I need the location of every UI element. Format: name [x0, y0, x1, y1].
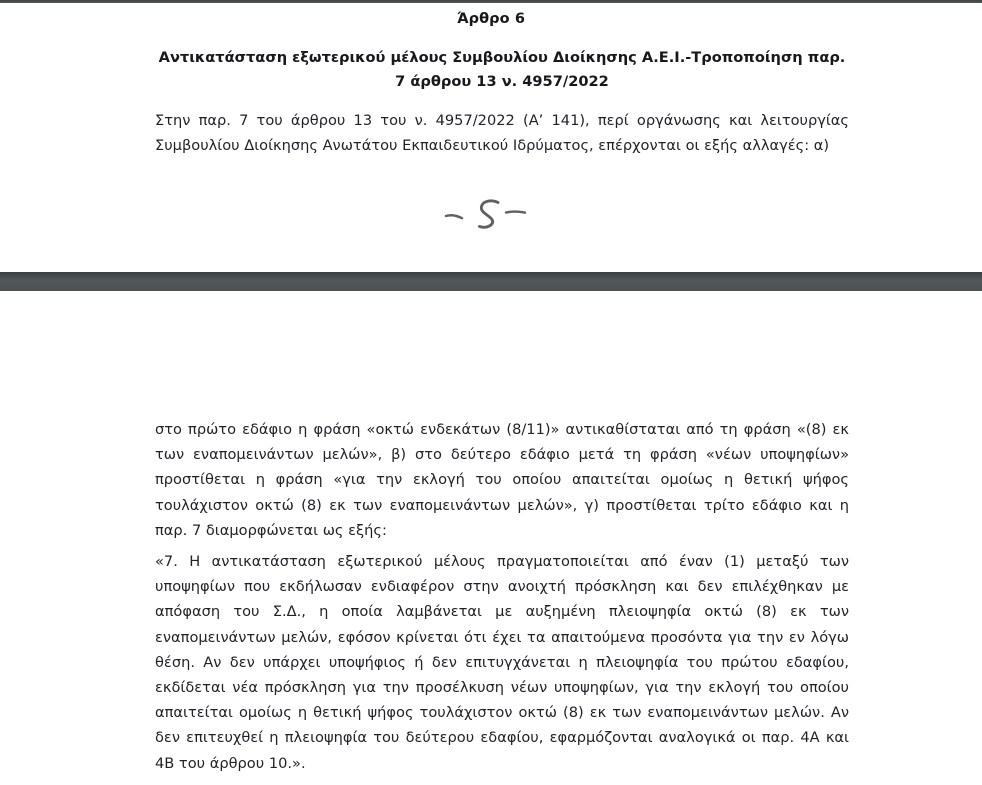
article-title-heading: Αντικατάσταση εξωτερικού μέλους Συμβουλίου Διοίκησης Α.Ε.Ι.-Τροποποίηση παρ. 7 άρθρου 13 ν. 4957/2022 [158, 49, 846, 90]
intro-paragraph: Στην παρ. 7 του άρθρου 13 του ν. 4957/2022 (Α’ 141), περί οργάνωσης και λειτουργίας Συμβουλίου Διοίκησης Ανωτάτου Εκπαιδευτικού Ιδρύματος, επέρχονται οι εξής αλλαγές: α) [155, 112, 849, 154]
article-number-heading: Άρθρο 6 [456, 11, 526, 27]
body-paragraph-b-text: «7. Η αντικατάσταση εξωτερικού μέλους πραγματοποιείται από έναν (1) μεταξύ των υποψηφίων που εκδήλωσαν ενδιαφέρον στην ανοιχτή πρόσκληση και δεν επιλέχθηκαν με απόφαση του Σ.Δ., η οποία λαμβάνεται με αυξημένη πλειοψηφία οκτώ (8) εκ των εναπομεινάντων μελών, εφόσον κρίνεται ότι έχει τα απαιτούμενα προσόντα για την εν λόγω θέση. Αν δεν υπάρχει υποψήφιος ή δεν επιτυγχάνεται η πλειοψηφία του πρώτου εδαφίου, εκδίδεται νέα πρόσκληση για την προσέλκυση νέων υποψηφίων, για την εκλογή του οποίου απαιτείται ομοίως η θετική ψήφος τουλάχιστον οκτώ (8) εκ των εναπομεινάντων μελών. Αν δεν επιτευχθεί η πλειοψηφία του δεύτερου εδαφίου, εφαρμόζονται αναλογικά οι παρ. 4Α και 4Β του άρθρου 10.». [155, 553, 849, 772]
page-break-separator [0, 272, 982, 291]
document-page-two [0, 291, 982, 785]
body-paragraph-b [155, 549, 849, 776]
handwritten-page-number-icon [0, 191, 982, 245]
body-paragraph-a-text: στο πρώτο εδάφιο η φράση «οκτώ ενδεκάτων (8/11)» αντικαθίσταται από τη φράση «(8) εκ των εναπομεινάντων μελών», β) στο δεύτερο εδάφιο μετά τη φράση «νέων υποψηφίων» προστίθεται η φράση «για την εκλογή του οποίου απαιτείται ομοίως η θετική ψήφος τουλάχιστον οκτώ (8) εκ των εναπομεινάντων μελών», γ) προστίθεται τρίτο εδάφιο και η παρ. 7 διαμορφώνεται ως εξής: [155, 421, 849, 539]
body-paragraph-a [155, 417, 849, 543]
document-page-one [0, 3, 982, 272]
